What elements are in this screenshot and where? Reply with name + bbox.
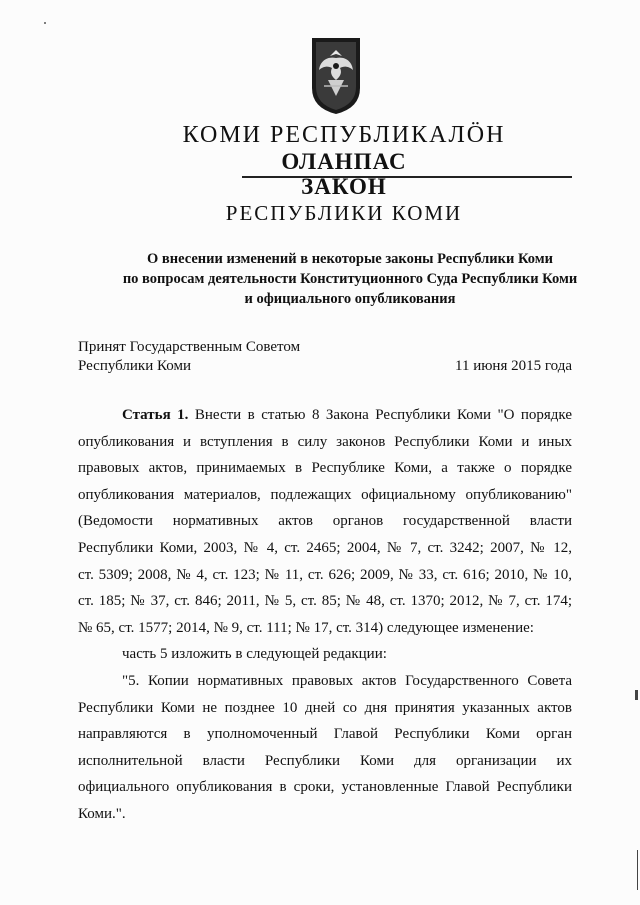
scan-edge-mark <box>637 850 638 890</box>
body-line: правовых актов, принимаемых в Республике Коми, а также о порядке <box>78 460 572 477</box>
body-line: опубликования материалов, подлежащих официальному опубликованию" <box>78 486 572 503</box>
body-line: (Ведомости нормативных актов органов государственной власти <box>78 513 572 530</box>
body-line: ст. 5309; 2008, № 4, ст. 123; № 11, ст. 626; 2009, № 33, ст. 616; 2010, № 10, <box>78 566 572 583</box>
law-title-line: О внесении изменений в некоторые законы Республики Коми <box>147 251 553 267</box>
quote-last-line: Коми.". <box>78 805 126 822</box>
article-text: Внести в статью 8 Закона Республики Коми "О порядке <box>188 407 572 423</box>
header-zakon: ЗАКОН <box>301 174 387 199</box>
quote-first-line: "5. Копии нормативных правовых актов Государственного Совета <box>122 672 572 689</box>
adoption-date: 11 июня 2015 года <box>455 358 572 374</box>
quote-line: исполнительной власти Республики Коми для организации их <box>78 752 572 769</box>
law-title-line: и официального опубликования <box>244 291 456 307</box>
law-title-line: по вопросам деятельности Конституционного Суда Республики Коми <box>122 271 578 287</box>
komi-coat-of-arms-icon <box>310 36 362 116</box>
part5-intro: часть 5 изложить в следующей редакции: <box>122 646 387 663</box>
law-body <box>78 402 572 828</box>
header-republic: РЕСПУБЛИКИ КОМИ <box>225 201 463 225</box>
scan-speck <box>44 22 46 24</box>
adopted-by-cont: Республики Коми <box>78 358 191 374</box>
body-line: Республики Коми, 2003, № 4, ст. 2465; 2004, № 7, ст. 3242; 2007, № 12, <box>78 539 572 556</box>
article-label: Статья 1. <box>122 407 189 423</box>
body-line: № 65, ст. 1577; 2014, № 9, ст. 111; № 17, ст. 314) следующее изменение: <box>78 619 534 636</box>
adopted-by: Принят Государственным Советом <box>78 339 301 355</box>
scan-edge-mark <box>635 690 638 700</box>
article-first-line <box>78 402 572 429</box>
quote-line: официального опубликования в сроки, установленные Главой Республики <box>78 779 572 796</box>
quote-line: направляются в уполномоченный Главой Республики Коми орган <box>78 726 572 743</box>
body-line: ст. 185; № 37, ст. 846; 2011, № 5, ст. 85; № 48, ст. 1370; 2012, № 7, ст. 174; <box>78 593 572 610</box>
law-title <box>70 249 630 309</box>
quote-line: Республики Коми не позднее 10 дней со дня принятия указанных актов <box>78 699 572 716</box>
header-olanpas: ОЛАНПАС <box>281 149 407 174</box>
adoption-block <box>78 338 572 376</box>
body-line: опубликования и вступления в силу законов Республики Коми и иных <box>78 433 572 450</box>
header-komi-language: КОМИ РЕСПУБЛИКАЛÖН <box>182 122 506 148</box>
